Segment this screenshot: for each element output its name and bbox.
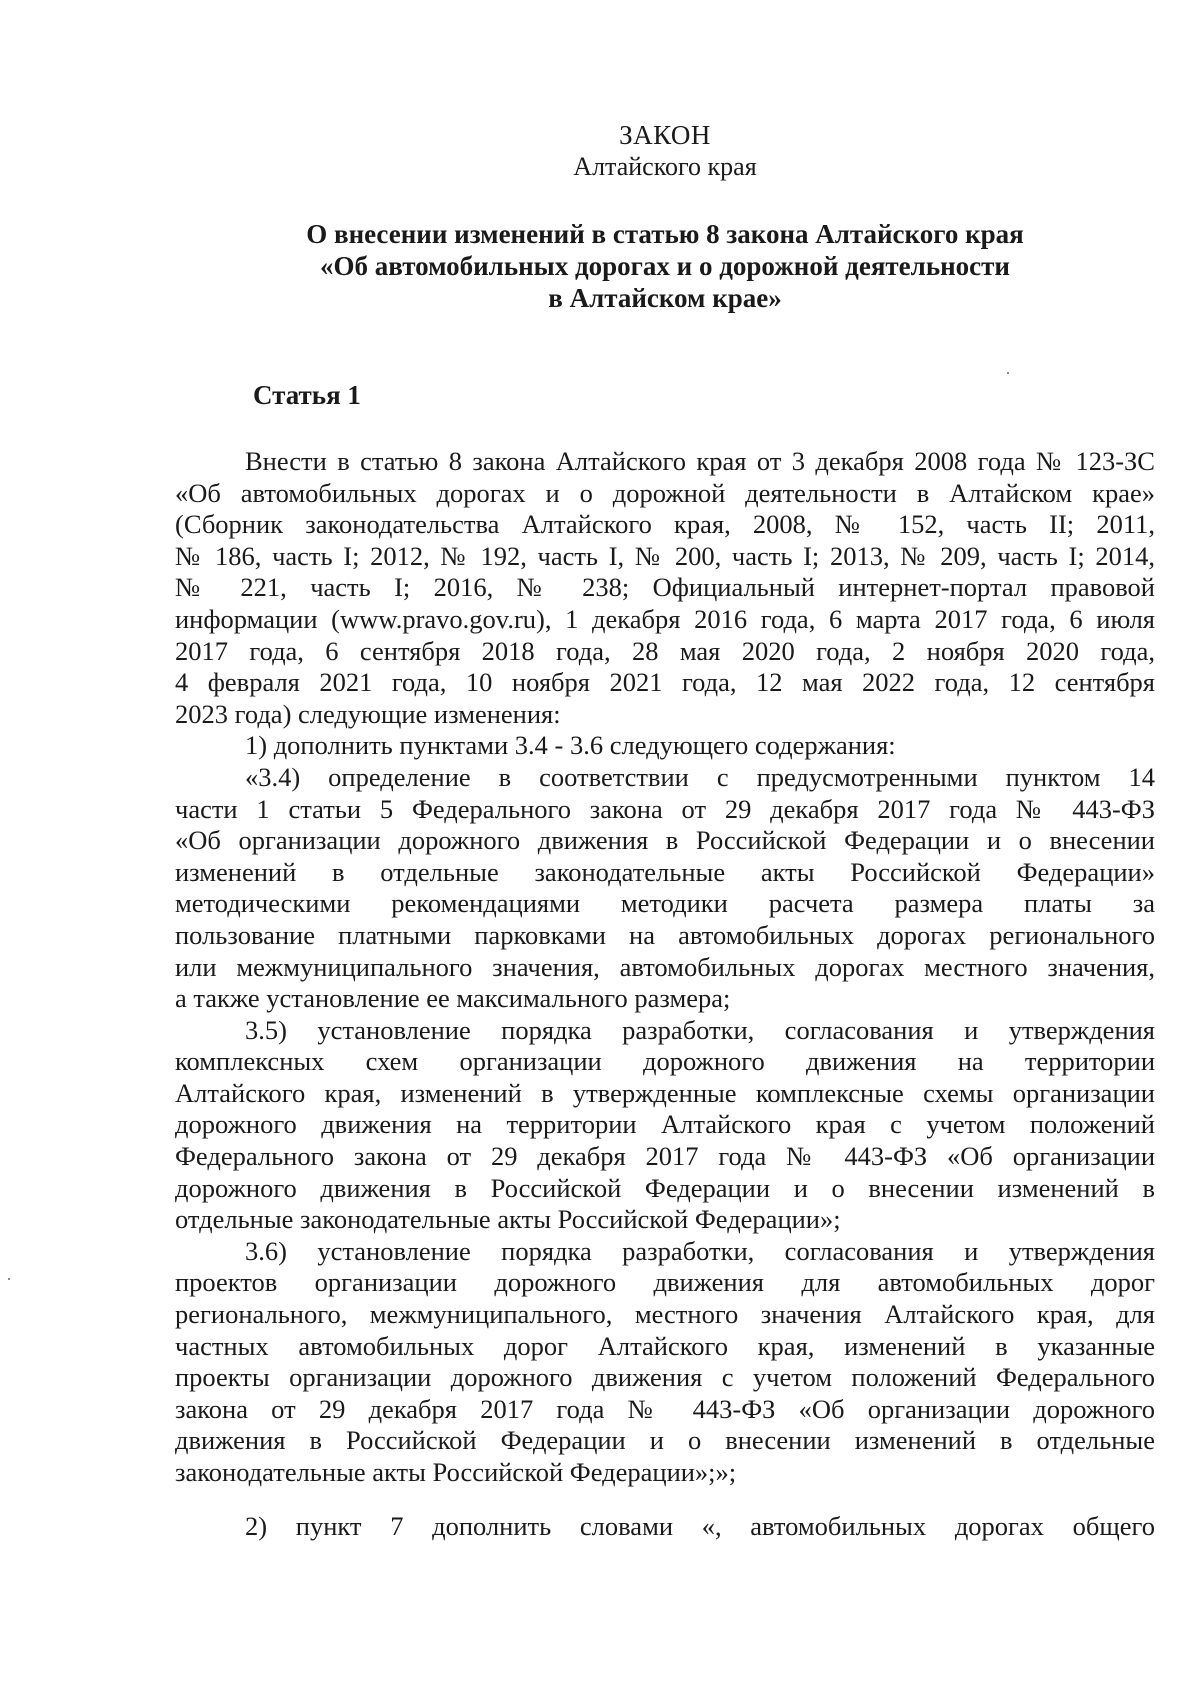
body-line: или межмуниципального значения, автомобильных дорогах местного значения,: [175, 951, 1155, 982]
body-line: 3.5) установление порядка разработки, согласования и утверждения: [245, 1014, 1155, 1045]
body-line: дорожного движения на территории Алтайского края с учетом положений: [175, 1109, 1155, 1140]
body-line: проекты организации дорожного движения с учетом положений Федерального: [175, 1362, 1155, 1393]
law-title-line: «Об автомобильных дорогах и о дорожной деятельности: [320, 251, 1010, 281]
article-body: [175, 446, 1155, 1542]
body-line: 3.6) установление порядка разработки, согласования и утверждения: [245, 1235, 1155, 1266]
body-line: информации (www.pravo.gov.ru), 1 декабря 2016 года, 6 марта 2017 года, 6 июля: [175, 603, 1155, 634]
body-line: методическими рекомендациями методики расчета размера платы за: [175, 888, 1155, 919]
body-line: Алтайского края, изменений в утвержденные комплексные схемы организации: [175, 1077, 1155, 1108]
body-line: Внести в статью 8 закона Алтайского края от 3 декабря 2008 года № 123-ЗС: [245, 446, 1155, 476]
document-type-heading: ЗАКОН: [619, 120, 711, 150]
paragraph-gap: [175, 1489, 1155, 1511]
body-line: № 221, часть I; 2016, № 238; Официальный интернет-портал правовой: [175, 572, 1155, 603]
body-line: (Сборник законодательства Алтайского края, 2008, № 152, часть II; 2011,: [175, 509, 1155, 540]
article-heading: Статья 1: [253, 380, 361, 410]
law-title: [200, 218, 1130, 314]
body-line: регионального, межмуниципального, местного значения Алтайского края, для: [175, 1299, 1155, 1330]
body-line: 2) пункт 7 дополнить словами «, автомобильных дорогах общего: [245, 1510, 1155, 1541]
body-line: части 1 статьи 5 Федерального закона от 29 декабря 2017 года № 443-ФЗ: [175, 793, 1155, 824]
body-line: дорожного движения в Российской Федерации и о внесении изменений в: [175, 1172, 1155, 1203]
body-line: законодательные акты Российской Федерации»;»;: [175, 1457, 737, 1487]
body-line: движения в Российской Федерации и о внесении изменений в отдельные: [175, 1425, 1155, 1456]
body-line: «3.4) определение в соответствии с предусмотренными пунктом 14: [245, 761, 1155, 792]
body-line: проектов организации дорожного движения для автомобильных дорог: [175, 1267, 1155, 1298]
body-line: отдельные законодательные акты Российской Федерации»;: [175, 1204, 841, 1235]
body-line: частных автомобильных дорог Алтайского края, изменений в указанные: [175, 1330, 1155, 1361]
region-subheading: Алтайского края: [573, 152, 757, 181]
body-line: комплексных схем организации дорожного движения на территории: [175, 1046, 1155, 1077]
body-line: пользование платными парковками на автомобильных дорогах регионального: [175, 919, 1155, 950]
body-line: Федерального закона от 29 декабря 2017 года № 443-ФЗ «Об организации: [175, 1141, 1155, 1172]
body-line: «Об автомобильных дорогах и о дорожной деятельности в Алтайском крае»: [175, 477, 1155, 508]
body-line: изменений в отдельные законодательные акты Российской Федерации»: [175, 856, 1155, 887]
body-line: 1) дополнить пунктами 3.4 - 3.6 следующего содержания:: [245, 730, 896, 761]
body-line: № 186, часть I; 2012, № 192, часть I, № 200, часть I; 2013, № 209, часть I; 2014,: [175, 540, 1155, 571]
law-title-line: О внесении изменений в статью 8 закона Алтайского края: [306, 219, 1024, 249]
law-title-line: в Алтайском крае»: [548, 283, 782, 313]
scan-speck: [1007, 372, 1009, 374]
body-line: 4 февраля 2021 года, 10 ноября 2021 года, 12 мая 2022 года, 12 сентября: [175, 667, 1155, 698]
body-line: закона от 29 декабря 2017 года № 443-ФЗ «Об организации дорожного: [175, 1393, 1155, 1424]
body-line: а также установление ее максимального размера;: [175, 983, 731, 1014]
scan-speck: [8, 1278, 10, 1280]
body-line: 2017 года, 6 сентября 2018 года, 28 мая 2020 года, 2 ноября 2020 года,: [175, 635, 1155, 666]
body-line: 2023 года) следующие изменения:: [175, 698, 561, 729]
body-line: «Об организации дорожного движения в Российской Федерации и о внесении: [175, 825, 1155, 856]
